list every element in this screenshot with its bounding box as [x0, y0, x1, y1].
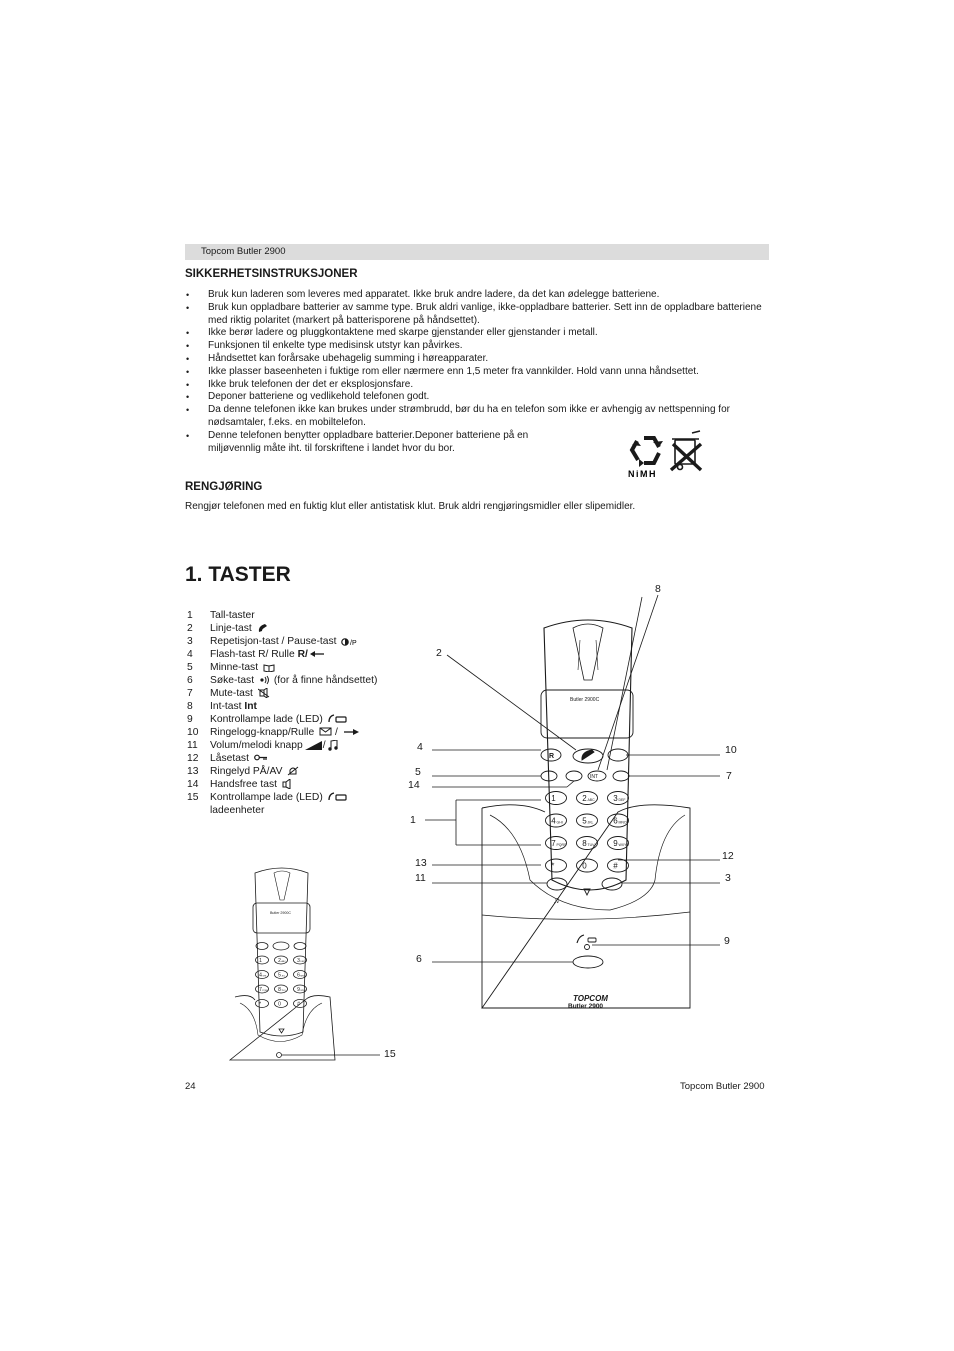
key-item: 15 Kontrollampe lade (LED) ladeenheter	[187, 792, 377, 818]
keypad-key	[546, 792, 567, 805]
keypad-key-letters: ABC	[281, 960, 286, 963]
header-bar	[185, 244, 769, 260]
page-icon	[259, 675, 271, 685]
callout-2: 2	[436, 647, 442, 659]
arrow-right-icon	[343, 728, 359, 736]
cleaning-text: Rengjør telefonen med en fuktig klut eller antistatisk klut. Bruk aldri rengjøringsmidler eller slipemidler.	[185, 501, 636, 512]
keypad-key-letters: WXYZ	[618, 842, 629, 847]
keypad-key-label: 1	[551, 793, 556, 803]
keypad-key-label: 0	[582, 861, 587, 871]
keypad-key-label: 4	[551, 816, 556, 826]
bell-off-icon	[287, 766, 299, 776]
key-item: 2 Linje-tast	[187, 623, 377, 636]
svg-text:INT: INT	[590, 774, 599, 780]
key-item: 1 Tall-taster	[187, 610, 255, 621]
callout-13: 13	[415, 857, 427, 869]
key-item: 9 Kontrollampe lade (LED)	[187, 714, 377, 727]
safety-item: • Da denne telefonen ikke kan brukes under strømbrudd, bør du ha en telefon som ikke er avhengig av nettspenning for nødsamtaler, f.eks. en mobiltelefon.	[185, 404, 775, 430]
keypad-key-letters: WXYZ	[300, 989, 307, 992]
key-item: 4 Flash-tast R/ Rulle R/	[187, 649, 377, 662]
keypad-key-letters: DEF	[300, 960, 305, 963]
keypad-key-letters: GHI	[262, 975, 267, 978]
charge-led-icon	[328, 792, 348, 801]
callout-12: 12	[722, 850, 734, 862]
key-icon	[254, 754, 268, 761]
recycle-icon	[622, 430, 710, 482]
safety-item: • Deponer batteriene og vedlikehold telefonen godt.	[185, 391, 775, 404]
keypad-key-label: 2	[582, 793, 587, 803]
callout-11: 11	[415, 872, 426, 884]
callout-7: 7	[726, 770, 732, 782]
callout-4: 4	[417, 741, 423, 753]
charger-diagram	[225, 860, 405, 1070]
keypad-key	[608, 859, 629, 872]
arrow-left-icon	[310, 650, 324, 658]
charger-base	[230, 996, 335, 1060]
handset-brand: Butler 2900C	[570, 697, 600, 703]
page-button	[573, 956, 603, 968]
safety-item: • Bruk kun oppladbare batterier av samme type. Bruk aldri vanlige, ikke-oppladbare batterier. Sett inn de oppladbare batteriene med riktig polaritet (markert på batterisporene på håndsettet).	[185, 302, 775, 328]
talk-icon	[582, 750, 594, 760]
safety-item: • Håndsettet kan forårsake ubehagelig summing i høreapparater.	[185, 353, 775, 366]
callout-6: 6	[416, 953, 422, 965]
safety-item: • Funksjonen til enkelte type medisinsk utstyr kan påvirkes.	[185, 340, 775, 353]
keypad-key-label: 6	[613, 816, 618, 826]
phone-diagram	[400, 575, 760, 1025]
section-title: 1. TASTER	[185, 563, 291, 586]
small-handset-brand: Butler 2900C	[270, 911, 291, 915]
safety-heading: SIKKERHETSINSTRUKSJONER	[185, 268, 358, 280]
volume-icon	[305, 741, 323, 750]
callout-10: 10	[725, 744, 737, 756]
svg-text:R: R	[549, 753, 555, 760]
keypad-key-letters: JKL	[587, 820, 594, 825]
key-item: 7 Mute-tast	[187, 688, 377, 701]
keypad-key	[275, 1000, 288, 1008]
callout-1: 1	[410, 814, 416, 826]
keypad-key-label: 5	[278, 972, 281, 979]
safety-item: • Bruk kun laderen som leveres med apparatet. Ikke bruk andre ladere, da det kan ødelegge batteriene.	[185, 289, 775, 302]
callout-3: 3	[725, 872, 731, 884]
safety-item: • Ikke berør ladere og pluggkontaktene med skarpe gjenstander eller gjenstander i metall.	[185, 327, 775, 340]
safety-item: • Ikke plasser baseenheten i fuktige rom eller nærmere enn 1,5 meter fra vannkilder. Hold vann unna håndsettet.	[185, 366, 775, 379]
svg-text:/P: /P	[350, 639, 357, 646]
keypad-key-label: 7	[259, 986, 262, 993]
keypad-key-letters: DEF	[618, 797, 626, 802]
safety-item: • Ikke bruk telefonen der det er eksplosjonsfare.	[185, 379, 775, 392]
page-number: 24	[185, 1081, 196, 1092]
keypad-key-label: 9	[613, 838, 618, 848]
key-item: 8 Int-tast Int	[187, 700, 257, 712]
keypad-key-label: 8	[582, 838, 587, 848]
keypad-key-letters: MNO	[300, 975, 306, 978]
keypad-key-label: 3	[613, 793, 618, 803]
nimh-label: NiMH	[628, 469, 657, 479]
header-title: Topcom Butler 2900	[201, 246, 286, 257]
keypad-key-label: #	[297, 1001, 300, 1008]
footer-title: Topcom Butler 2900	[680, 1081, 765, 1092]
keypad-key-label: 8	[278, 986, 281, 993]
keypad-key-label: #	[613, 861, 618, 871]
callout-15: 15	[384, 1048, 396, 1060]
redial-pause-icon	[341, 637, 359, 646]
keypad-key	[256, 1000, 269, 1008]
keypad-key-label: 2	[278, 957, 281, 964]
keypad-key-letters: ABC	[587, 797, 595, 802]
keypad-key-letters: JKL	[281, 975, 286, 978]
keypad	[546, 792, 630, 873]
key-item: 6 Søke-tast (for å finne håndsettet)	[187, 674, 378, 686]
keypad-key	[546, 859, 567, 872]
key-list	[187, 610, 377, 817]
envelope-icon	[319, 727, 332, 736]
keypad-key-label: 7	[551, 838, 556, 848]
note-icon	[328, 740, 338, 751]
keypad-key-label: *	[259, 1001, 262, 1008]
recycle-arrows-icon	[632, 438, 659, 463]
keypad-key-label: 5	[582, 816, 587, 826]
small-keypad	[256, 956, 308, 1008]
callout-8: 8	[655, 583, 661, 595]
keypad-key-label: 9	[297, 986, 300, 993]
keypad-key-letters: MNO	[618, 820, 627, 825]
keypad-key-letters: PQRS	[556, 842, 567, 847]
keypad-key-letters: TUV	[587, 842, 595, 847]
key-item: 5 Minne-tast	[187, 662, 377, 675]
callout-5: 5	[415, 766, 421, 778]
handset-icon	[257, 623, 269, 633]
crossed-bin-icon	[671, 431, 701, 470]
base-unit	[482, 805, 690, 1008]
base-model: Butler 2900	[568, 1003, 604, 1010]
keypad-key-label: 0	[278, 1001, 281, 1008]
safety-item: • Denne telefonen benytter oppladbare batterier.Deponer batteriene på en miljøvennlig måte iht. til forskriftene i landet hvor du bor.	[185, 430, 538, 456]
callout-9: 9	[724, 935, 730, 947]
svg-text:♫: ♫	[553, 895, 560, 905]
keypad-key-letters: TUV	[281, 989, 286, 992]
keypad-key-letters: GHI	[556, 820, 563, 825]
key-item: 10 Ringelogg-knapp/Rulle /	[187, 727, 377, 740]
keypad-key	[577, 859, 598, 872]
keypad-key-label: 4	[259, 972, 262, 979]
charge-led-icon	[328, 714, 348, 723]
keypad-key-label: 3	[297, 957, 300, 964]
small-handset	[255, 868, 308, 1036]
keypad-key-letters: PQRS	[262, 989, 269, 992]
mute-icon	[258, 688, 270, 698]
cleaning-heading: RENGJØRING	[185, 481, 263, 493]
base-brand: TOPCOM	[573, 994, 608, 1003]
keypad-key-label: 1	[259, 957, 262, 964]
key-item: 13 Ringelyd PÅ/AV	[187, 766, 377, 779]
key-item: 14 Handsfree tast	[187, 779, 377, 792]
keypad-key-label: *	[551, 861, 555, 871]
key-item: 11 Volum/melodi knapp /	[187, 740, 377, 753]
key-item: 12 Låsetast	[187, 753, 377, 766]
book-icon	[263, 663, 275, 672]
keypad-key-label: 6	[297, 972, 300, 979]
key-item: 3 Repetisjon-tast / Pause-tast /P	[187, 636, 377, 649]
speaker-icon	[282, 779, 292, 789]
callout-14: 14	[408, 779, 420, 791]
